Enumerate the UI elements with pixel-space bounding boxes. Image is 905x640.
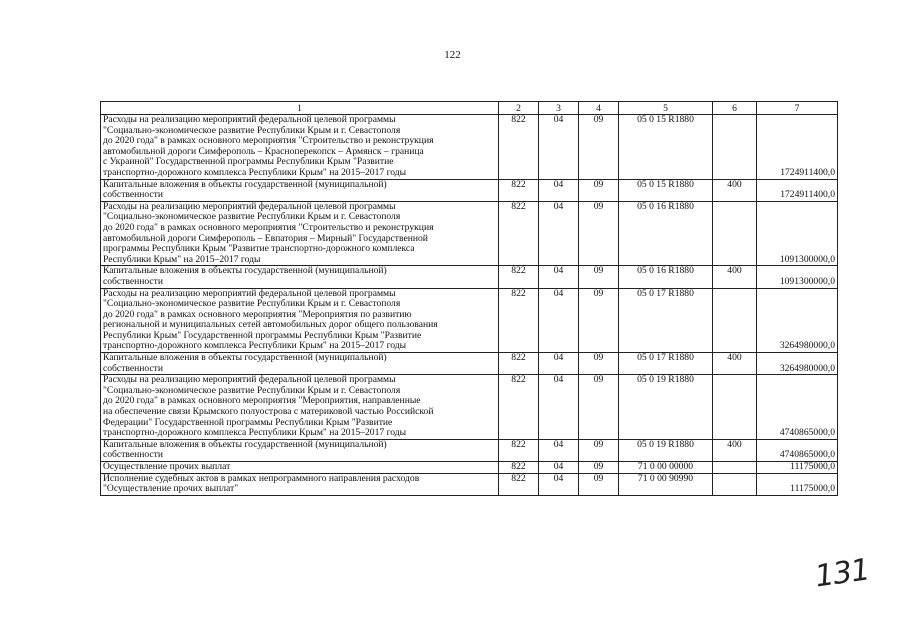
table-row bbox=[101, 201, 838, 266]
table-row bbox=[101, 353, 838, 375]
row-name-cell: Осуществление прочих выплат bbox=[101, 462, 499, 474]
admin-code-cell: 822 bbox=[499, 439, 539, 461]
handwritten-page-mark: 131 bbox=[812, 552, 872, 595]
section-code-cell: 04 bbox=[539, 115, 579, 180]
table-row bbox=[101, 179, 838, 201]
admin-code-cell: 822 bbox=[499, 288, 539, 353]
table-row bbox=[101, 266, 838, 288]
expense-type-cell bbox=[713, 201, 757, 266]
expense-type-cell bbox=[713, 462, 757, 474]
admin-code-cell: 822 bbox=[499, 201, 539, 266]
row-name-cell: Расходы на реализацию мероприятий федеральной целевой программы "Социально-экономическое развитие Республики Крым и г. Севастополя до 2020 года" в рамках основного мероприятия "Строительство и реконструкция автомобильной дороги Симферополь – Красноперекопск – Армянск – граница с Украиной" Государственной программы Республики Крым "Развитие транспортно-дорожного комплекса Республики Крым" на 2015–2017 годы bbox=[101, 115, 499, 180]
subsection-code-cell: 09 bbox=[579, 353, 619, 375]
section-code-cell: 04 bbox=[539, 201, 579, 266]
table-row bbox=[101, 288, 838, 353]
subsection-code-cell: 09 bbox=[579, 179, 619, 201]
target-article-cell: 05 0 15 R1880 bbox=[619, 179, 713, 201]
expense-type-cell bbox=[713, 115, 757, 180]
target-article-cell: 71 0 00 90990 bbox=[619, 473, 713, 495]
target-article-cell: 05 0 19 R1880 bbox=[619, 439, 713, 461]
header-cell: 7 bbox=[757, 102, 838, 115]
header-cell: 5 bbox=[619, 102, 713, 115]
expense-type-cell: 400 bbox=[713, 439, 757, 461]
admin-code-cell: 822 bbox=[499, 115, 539, 180]
table-header-row bbox=[101, 102, 838, 115]
expense-type-cell bbox=[713, 288, 757, 353]
admin-code-cell: 822 bbox=[499, 179, 539, 201]
admin-code-cell: 822 bbox=[499, 462, 539, 474]
amount-cell: 11175000,0 bbox=[757, 473, 838, 495]
header-cell: 1 bbox=[101, 102, 499, 115]
admin-code-cell: 822 bbox=[499, 266, 539, 288]
section-code-cell: 04 bbox=[539, 462, 579, 474]
header-cell: 3 bbox=[539, 102, 579, 115]
subsection-code-cell: 09 bbox=[579, 375, 619, 440]
subsection-code-cell: 09 bbox=[579, 462, 619, 474]
admin-code-cell: 822 bbox=[499, 353, 539, 375]
row-name-cell: Капитальные вложения в объекты государственной (муниципальной) собственности bbox=[101, 439, 499, 461]
target-article-cell: 05 0 17 R1880 bbox=[619, 353, 713, 375]
header-cell: 4 bbox=[579, 102, 619, 115]
row-name-cell: Расходы на реализацию мероприятий федеральной целевой программы "Социально-экономическое развитие Республики Крым и г. Севастополя до 2020 года" в рамках основного мероприятия "Мероприятия, направленные на обеспечение связи Крымского полуострова с материковой частью Российской Федерации" Государственной программы Республики Крым "Развитие транспортно-дорожного комплекса Республики Крым" на 2015–2017 годы bbox=[101, 375, 499, 440]
admin-code-cell: 822 bbox=[499, 375, 539, 440]
section-code-cell: 04 bbox=[539, 288, 579, 353]
target-article-cell: 05 0 19 R1880 bbox=[619, 375, 713, 440]
subsection-code-cell: 09 bbox=[579, 201, 619, 266]
amount-cell: 1724911400,0 bbox=[757, 115, 838, 180]
table-row bbox=[101, 462, 838, 474]
target-article-cell: 71 0 00 00000 bbox=[619, 462, 713, 474]
amount-cell: 4740865000,0 bbox=[757, 375, 838, 440]
header-cell: 2 bbox=[499, 102, 539, 115]
row-name-cell: Капитальные вложения в объекты государственной (муниципальной) собственности bbox=[101, 353, 499, 375]
amount-cell: 1724911400,0 bbox=[757, 179, 838, 201]
admin-code-cell: 822 bbox=[499, 473, 539, 495]
section-code-cell: 04 bbox=[539, 375, 579, 440]
target-article-cell: 05 0 17 R1880 bbox=[619, 288, 713, 353]
row-name-cell: Исполнение судебных актов в рамках непрограммного направления расходов "Осуществление прочих выплат" bbox=[101, 473, 499, 495]
section-code-cell: 04 bbox=[539, 473, 579, 495]
amount-cell: 1091300000,0 bbox=[757, 201, 838, 266]
subsection-code-cell: 09 bbox=[579, 266, 619, 288]
expense-type-cell bbox=[713, 375, 757, 440]
expense-type-cell: 400 bbox=[713, 266, 757, 288]
row-name-cell: Расходы на реализацию мероприятий федеральной целевой программы "Социально-экономическое развитие Республики Крым и г. Севастополя до 2020 года" в рамках основного мероприятия "Мероприятия по развитию региональной и муниципальных сетей автомобильных дорог общего пользования Республики Крым" Государственной программы Республики Крым "Развитие транспортно-дорожного комплекса Республики Крым" на 2015–2017 годы bbox=[101, 288, 499, 353]
amount-cell: 3264980000,0 bbox=[757, 353, 838, 375]
section-code-cell: 04 bbox=[539, 439, 579, 461]
amount-cell: 1091300000,0 bbox=[757, 266, 838, 288]
section-code-cell: 04 bbox=[539, 179, 579, 201]
expense-type-cell: 400 bbox=[713, 353, 757, 375]
target-article-cell: 05 0 16 R1880 bbox=[619, 266, 713, 288]
budget-table bbox=[100, 101, 838, 496]
section-code-cell: 04 bbox=[539, 266, 579, 288]
header-cell: 6 bbox=[713, 102, 757, 115]
table-row bbox=[101, 473, 838, 495]
expense-type-cell: 400 bbox=[713, 179, 757, 201]
table-row bbox=[101, 115, 838, 180]
row-name-cell: Капитальные вложения в объекты государственной (муниципальной) собственности bbox=[101, 266, 499, 288]
amount-cell: 11175000,0 bbox=[757, 462, 838, 474]
subsection-code-cell: 09 bbox=[579, 439, 619, 461]
table-body bbox=[101, 102, 838, 496]
table-row bbox=[101, 439, 838, 461]
target-article-cell: 05 0 15 R1880 bbox=[619, 115, 713, 180]
expense-type-cell bbox=[713, 473, 757, 495]
subsection-code-cell: 09 bbox=[579, 473, 619, 495]
amount-cell: 4740865000,0 bbox=[757, 439, 838, 461]
row-name-cell: Капитальные вложения в объекты государственной (муниципальной) собственности bbox=[101, 179, 499, 201]
subsection-code-cell: 09 bbox=[579, 288, 619, 353]
subsection-code-cell: 09 bbox=[579, 115, 619, 180]
page-number: 122 bbox=[444, 49, 461, 61]
amount-cell: 3264980000,0 bbox=[757, 288, 838, 353]
section-code-cell: 04 bbox=[539, 353, 579, 375]
target-article-cell: 05 0 16 R1880 bbox=[619, 201, 713, 266]
row-name-cell: Расходы на реализацию мероприятий федеральной целевой программы "Социально-экономическое развитие Республики Крым и г. Севастополя до 2020 года" в рамках основного мероприятия "Строительство и реконструкция автомобильной дороги Симферополь – Евпатория – Мирный" Государственной программы Республики Крым "Развитие транспортно-дорожного комплекса Республики Крым" на 2015–2017 годы bbox=[101, 201, 499, 266]
table-row bbox=[101, 375, 838, 440]
